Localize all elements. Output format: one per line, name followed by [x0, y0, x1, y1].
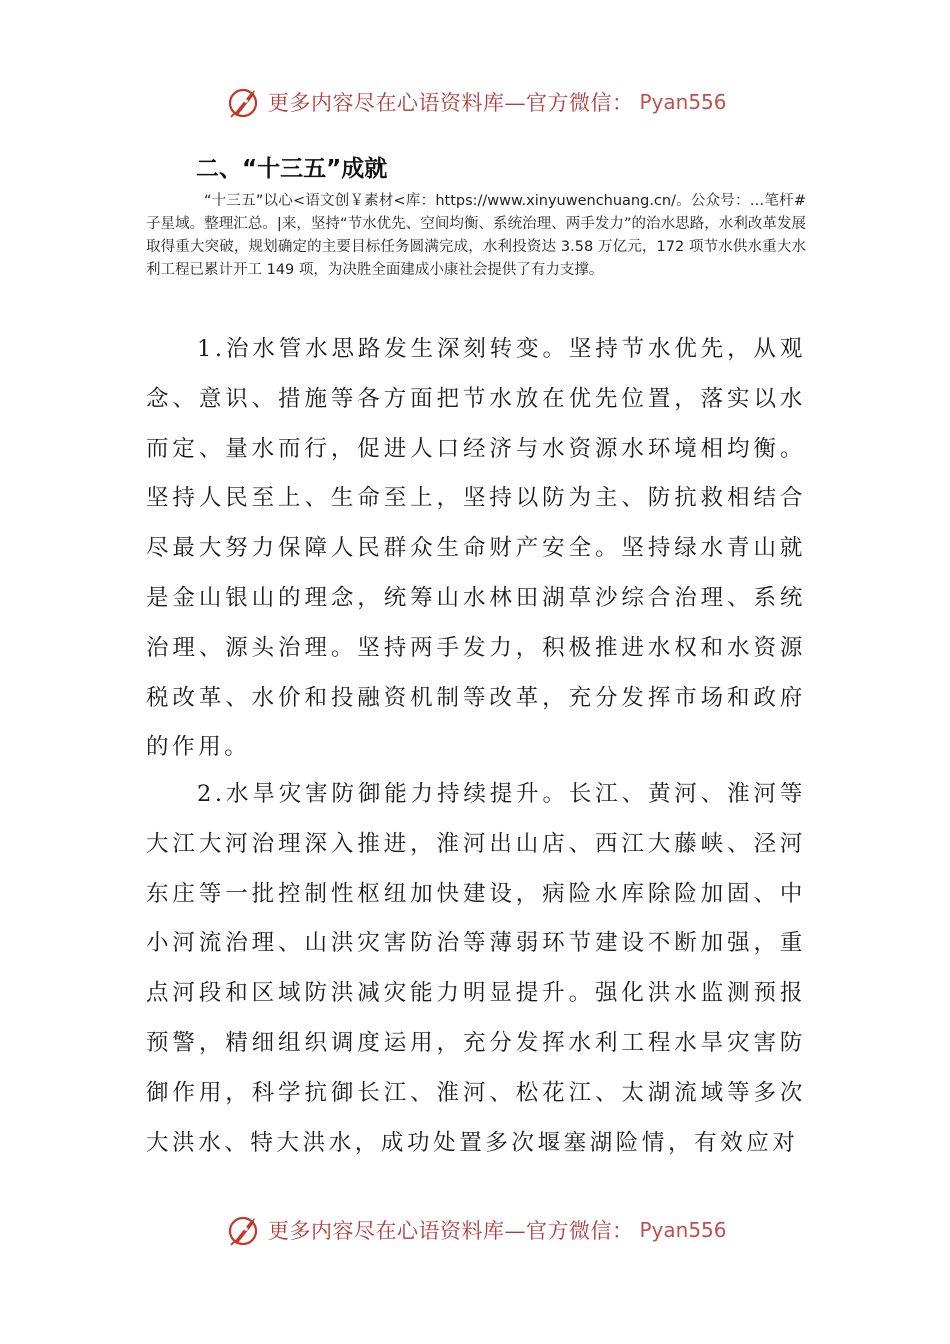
header-banner-text: 更多内容尽在心语资料库—官方微信：: [268, 91, 634, 115]
paragraph-1: 1.治水管水思路发生深刻转变。坚持节水优先，从观念、意识、措施等各方面把节水放在优先位置，落实以水而定、量水而行，促进人口经济与水资源水环境相均衡。坚持人民至上、生命至上，坚持以防为主、防抗救相结合尽最大努力保障人民群众生命财产安全。坚持绿水青山就是金山银山的理念，统筹山水林田湖草沙综合治理、系统治理、源头治理。坚持两手发力，积极推进水权和水资源税改革、水价和投融资机制等改革，充分发挥市场和政府的作用。: [146, 336, 806, 761]
footer-watermark-banner: [226, 1208, 746, 1252]
pen-nib-logo-icon: [226, 1212, 262, 1248]
paragraph-2: 2.水旱灾害防御能力持续提升。长江、黄河、淮河等大江大河治理深入推进，淮河出山店、西江大藤峡、泾河东庄等一批控制性枢纽加快建设，病险水库除险加固、中小河流治理、山洪灾害防治等薄弱环节建设不断加强，重点河段和区域防洪减灾能力明显提升。强化洪水监测预报预警，精细组织调度运用，充分发挥水利工程水旱灾害防御作用，科学抗御长江、淮河、松花江、太湖流域等多次大洪水、特大洪水，成功处置多次堰塞湖险情，有效应对: [146, 781, 806, 1156]
header-watermark-banner: [226, 80, 746, 124]
footer-banner-text: 更多内容尽在心语资料库—官方微信：: [268, 1219, 634, 1243]
section-intro: “十三五”以心<语文创￥素材<库：https://www.xinyuwenchuang.cn/。公众号：…笔杆#子星域。整理汇总。|来，坚持“节水优先、空间均衡、系统治理、两手发力”的治水思路，水利改革发展取得重大突破，规划确定的主要目标任务圆满完成，水利投资达 3.58 万亿元，172 项节水供水重大水利工程已累计开工 149 项，为决胜全面建成小康社会提供了有力支撑。: [146, 193, 806, 278]
header-wechat-id: Pyan556: [639, 90, 727, 114]
footer-wechat-id: Pyan556: [639, 1218, 727, 1242]
pen-nib-logo-icon: [226, 84, 262, 120]
section-title: 二、“十三五”成就: [196, 156, 388, 182]
